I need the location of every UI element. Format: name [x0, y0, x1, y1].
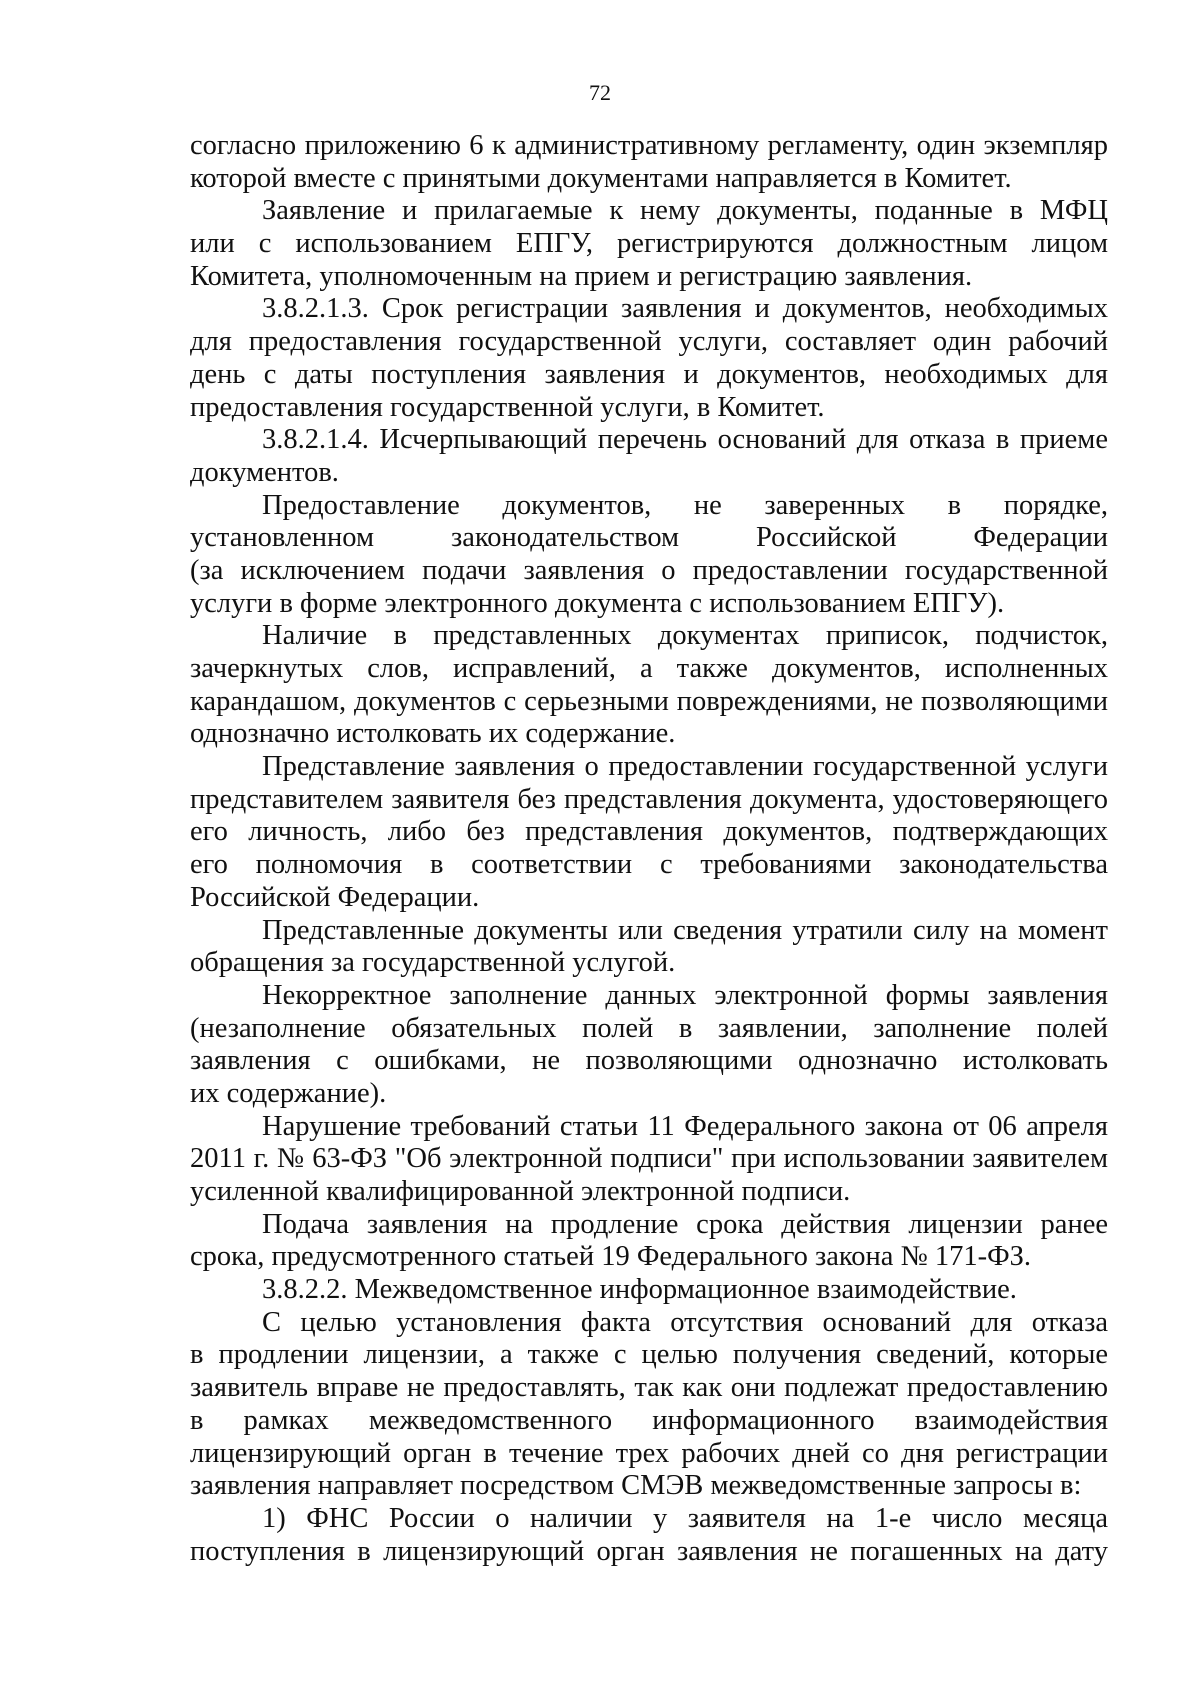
- text-line: согласно приложению 6 к административному регламенту, один экземпляр: [190, 130, 1108, 161]
- text-line: 3.8.2.1.3. Срок регистрации заявления и документов, необходимых: [262, 293, 1108, 325]
- text-line: зачеркнутых слов, исправлений, а также документов, исполненных: [190, 653, 1108, 684]
- text-line: 3.8.2.2. Межведомственное информационное взаимодействие.: [262, 1274, 1017, 1306]
- text-line: С целью установления факта отсутствия оснований для отказа: [262, 1306, 1108, 1338]
- text-line: (за исключением подачи заявления о предоставлении государственной: [190, 554, 1108, 586]
- text-line: Комитета, уполномоченным на прием и регистрацию заявления.: [190, 260, 973, 292]
- text-line: их содержание).: [190, 1077, 387, 1109]
- text-line: которой вместе с принятыми документами направляется в Комитет.: [190, 162, 1012, 194]
- text-line: день с даты поступления заявления и документов, необходимых для: [190, 358, 1108, 390]
- text-line: карандашом, документов с серьезными повреждениями, не позволяющими: [190, 685, 1108, 717]
- text-line: Некорректное заполнение данных электронной формы заявления: [262, 979, 1108, 1011]
- text-line: в продлении лицензии, а также с целью получения сведений, которые: [190, 1339, 1108, 1371]
- page-number: 72: [589, 80, 611, 105]
- text-line: поступления в лицензирующий орган заявления не погашенных на дату: [190, 1535, 1108, 1567]
- text-line: заявитель вправе не предоставлять, так как они подлежат предоставлению: [190, 1372, 1108, 1404]
- text-line: услуги в форме электронного документа с использованием ЕПГУ).: [190, 587, 1005, 619]
- text-line: Российской Федерации.: [190, 881, 480, 913]
- text-line: документов.: [190, 456, 339, 488]
- text-line: обращения за государственной услугой.: [190, 947, 676, 979]
- text-line: Нарушение требований статьи 11 Федерального закона от 06 апреля: [262, 1110, 1108, 1142]
- text-line: Представленные документы или сведения утратили силу на момент: [262, 914, 1108, 946]
- text-line: представителем заявителя без представления документа, удостоверяющего: [190, 783, 1108, 815]
- text-line: срока, предусмотренного статьей 19 Федерального закона № 171-ФЗ.: [190, 1241, 1032, 1273]
- text-line: лицензирующий орган в течение трех рабочих дней со дня регистрации: [190, 1437, 1108, 1469]
- text-line: для предоставления государственной услуги, составляет один рабочий: [190, 326, 1108, 358]
- text-line: усиленной квалифицированной электронной подписи.: [190, 1176, 851, 1207]
- text-line: Наличие в представленных документах приписок, подчисток,: [262, 620, 1108, 652]
- text-line: 3.8.2.1.4. Исчерпывающий перечень оснований для отказа в приеме: [262, 424, 1108, 456]
- text-line: заявления направляет посредством СМЭВ межведомственные запросы в:: [190, 1470, 1082, 1502]
- document-body: [190, 130, 1108, 1568]
- text-line: 1) ФНС России о наличии у заявителя на 1-е число месяца: [262, 1502, 1108, 1534]
- text-line: его полномочия в соответствии с требованиями законодательства: [190, 849, 1108, 881]
- text-line: Заявление и прилагаемые к нему документы, поданные в МФЦ: [262, 195, 1108, 227]
- text-line: Представление заявления о предоставлении государственной услуги: [262, 751, 1108, 783]
- text-line: его личность, либо без представления документов, подтверждающих: [190, 816, 1108, 848]
- text-line: Предоставление документов, не заверенных в порядке,: [262, 489, 1108, 521]
- text-line: установленном законодательством Российской Федерации: [190, 522, 1108, 554]
- text-line: или с использованием ЕПГУ, регистрируются должностным лицом: [190, 228, 1108, 260]
- text-line: предоставления государственной услуги, в Комитет.: [190, 391, 825, 423]
- text-line: 2011 г. № 63-ФЗ "Об электронной подписи" при использовании заявителем: [190, 1143, 1108, 1175]
- text-line: заявления с ошибками, не позволяющими однозначно истолковать: [190, 1045, 1108, 1077]
- text-line: в рамках межведомственного информационного взаимодействия: [190, 1404, 1108, 1436]
- text-line: однозначно истолковать их содержание.: [190, 718, 676, 750]
- text-line: Подача заявления на продление срока действия лицензии ранее: [262, 1208, 1108, 1240]
- text-line: (незаполнение обязательных полей в заявлении, заполнение полей: [190, 1012, 1108, 1044]
